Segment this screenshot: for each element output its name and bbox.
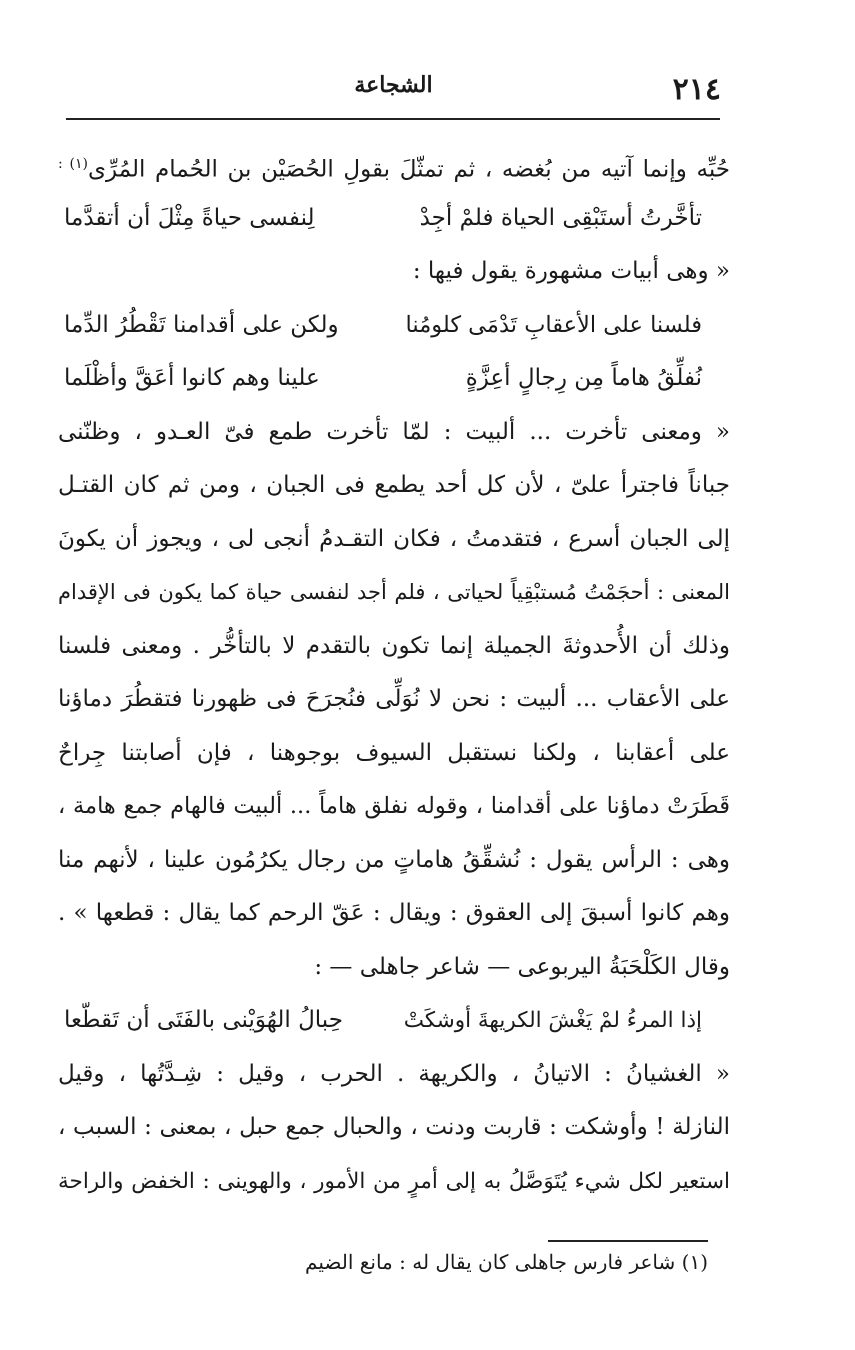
text-line: جباناً فاجترأ علىّ ، لأن كل أحد يطمع فى الجبان ، ومن ثم كان القتـل [58, 472, 730, 498]
running-title: الشجاعة [354, 72, 433, 98]
text-line: وهم كانوا أسبقَ إلى العقوق : ويقال : عَقّ الرحم كما يقال : قطعها » . [58, 900, 730, 926]
text-line: « الغشيانُ : الاتيانُ ، والكريهة . الحرب ، وقيل : شِـدَّتُها ، وقيل [58, 1060, 730, 1087]
text-line: « وهى أبيات مشهورة يقول فيها : [412, 258, 730, 284]
footnote-rule [548, 1240, 708, 1242]
verse-second-hemistich: لِنفسى حياةً مِثْلَ أن أتقدَّما [64, 204, 315, 231]
verse-line [58, 994, 730, 1048]
text-line: النازلة ! وأوشكت : قاربت ودنت ، والحبال جمع حبل ، بمعنى : السبب ، [58, 1114, 730, 1140]
verse-second-hemistich: علينا وهم كانوا أعَقَّ وأظْلَما [64, 365, 320, 391]
text-line: وهى : الرأس يقول : نُشقِّقُ هاماتٍ من رجال يكرُمُون علينا ، لأنهم منا [58, 846, 730, 873]
text-line: قَطَرَتْ دماؤنا على أقدامنا ، وقوله نفلق هاماً ... ألبيت فالهام جمع هامة ، [58, 793, 730, 819]
text-line: على الأعقاب ... ألبيت : نحن لا نُوَلِّى فنُجرَحَ فى ظهورنا فتقطُرَ دماؤنا [58, 686, 730, 712]
verse-first-hemistich: فلسنا على الأعقابِ تَدْمَى كلومُنا [405, 311, 702, 338]
page-header [66, 62, 721, 114]
header-rule [66, 118, 720, 120]
verse-line [58, 299, 730, 353]
text-line: حُبِّه وإنما آتيه من بُغضه ، ثم تمثّلَ بقولِ الحُصَيْن بن الحُمام المُرِّى$^{(١) :}$ [58, 156, 730, 183]
text-line: وذلك أن الأُحدوثةَ الجميلة إنما تكون بالتقدم لا بالتأخُّر . ومعنى فلسنا [58, 632, 730, 659]
verse-first-hemistich: تأخَّرتُ أستَبْقِى الحياة فلمْ أجِدْ [419, 204, 702, 231]
text-line: استعير لكل شيء يُتَوَصَّلُ به إلى أمرٍ من الأمور ، والهوينى : الخفض والراحة [58, 1168, 730, 1194]
main-text [58, 138, 730, 1208]
text-line: « ومعنى تأخرت ... ألبيت : لمّا تأخرت طمع فىّ العـدو ، وظنّنى [58, 418, 730, 445]
text-line: المعنى : أحجَمْتُ مُستبْقِياً لحياتى ، فلم أجد لنفسى حياة كما يكون فى الإقدام [58, 580, 730, 604]
verse-first-hemistich: نُفلِّقُ هاماً مِن رِجالٍ أعِزَّةٍ [465, 365, 702, 391]
page-number: ٢١٤ [672, 72, 721, 107]
verse-first-hemistich: إذا المرءُ لمْ يَغْشَ الكريهةَ أوشكَتْ [403, 1008, 702, 1033]
verse-second-hemistich: ولكن على أقدامنا تَقْطُرُ الدِّما [64, 311, 339, 338]
text-line: وقال الكَلْحَبَةُ اليربوعى — شاعر جاهلى — : [314, 953, 730, 980]
verse-line [58, 192, 730, 246]
text-line: إلى الجبان أسرع ، فتقدمتُ ، فكان التقـدمُ أنجى لى ، ويجوز أن يكونَ [58, 525, 730, 552]
text-line: على أعقابنا ، ولكنا نستقبل السيوف بوجوهنا ، فإن أصابتنا جِراحٌ [58, 739, 730, 766]
footnote: (١) شاعر فارس جاهلى كان يقال له : مانع الضيم [305, 1250, 708, 1274]
verse-second-hemistich: حِبالُ الهُوَيْنى بالفَتَى أن تَقطّعا [64, 1007, 343, 1033]
verse-line [58, 352, 730, 406]
footnote-ref: (١) : [58, 156, 88, 172]
